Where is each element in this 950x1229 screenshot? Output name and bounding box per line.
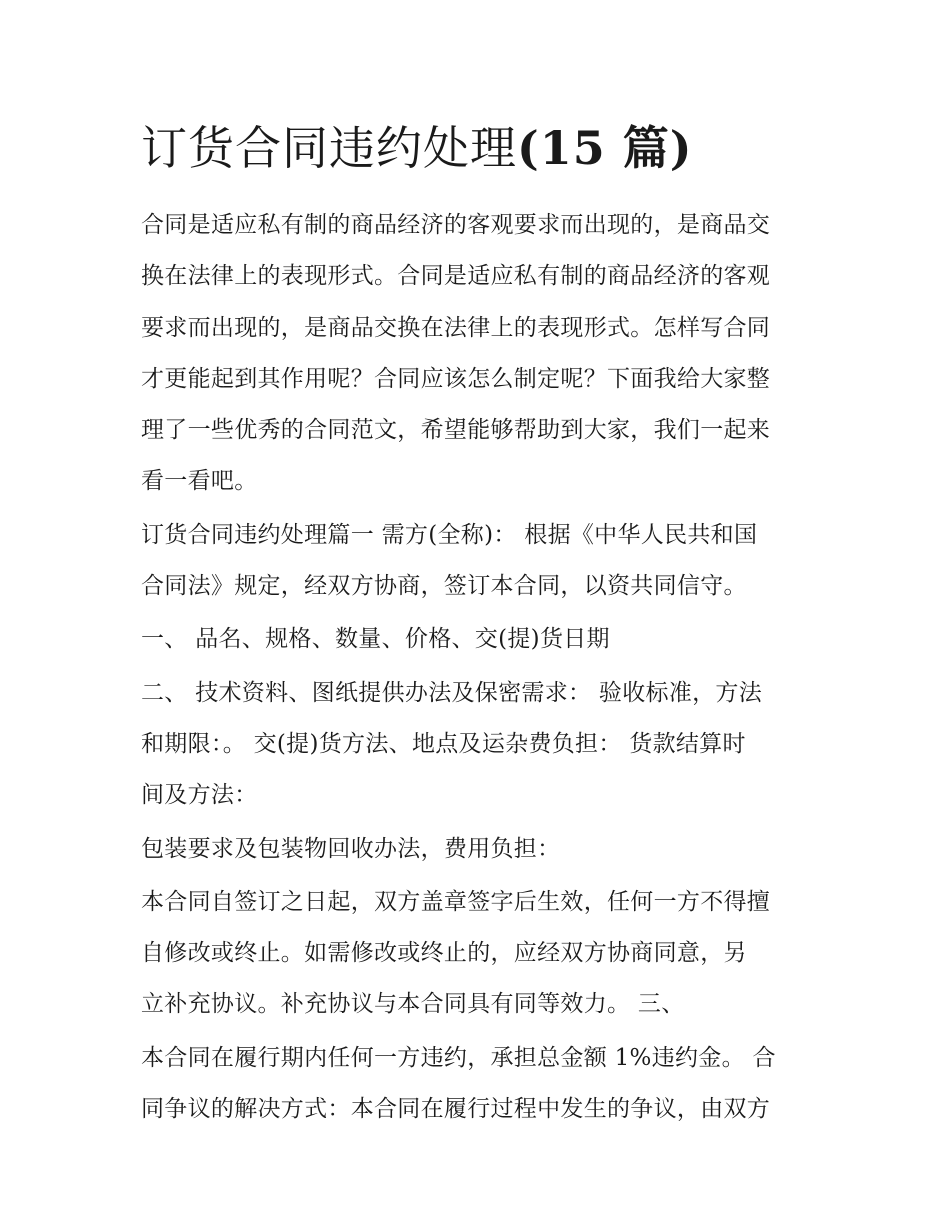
text-line: 立补充协议。补充协议与本合同具有同等效力。 三、: [141, 991, 685, 1018]
document-title: [141, 118, 821, 178]
text-line: 和期限：。 交(提)货方法、地点及运杂费负担： 货款结算时: [141, 730, 746, 757]
clause-one-paragraph: [141, 614, 821, 665]
title-suffix: (15 篇): [517, 121, 693, 175]
text-line: 二、 技术资料、图纸提供办法及保密需求： 验收标准，方法: [141, 679, 763, 706]
text-line: 间及方法：: [141, 782, 258, 809]
contract-parties-paragraph: [141, 510, 821, 613]
text-line: 包装要求及包装物回收办法，费用负担：: [141, 835, 561, 862]
text-line: 要求而出现的，是商品交换在法律上的表现形式。怎样写合同: [141, 314, 771, 341]
document-page: [141, 118, 821, 1137]
text-line: 看一看吧。: [141, 468, 258, 495]
breach-paragraph: [141, 1033, 821, 1136]
text-line: 同争议的解决方式：本合同在履行过程中发生的争议，由双方: [141, 1096, 771, 1123]
packaging-paragraph: [141, 824, 821, 875]
text-line: 合同法》规定，经双方协商，签订本合同，以资共同信守。: [141, 573, 747, 600]
text-line: 本合同在履行期内任何一方违约，承担总金额 1%违约金。 合: [141, 1044, 776, 1071]
text-line: 换在法律上的表现形式。合同是适应私有制的商品经济的客观: [141, 263, 771, 290]
text-line: 本合同自签订之日起，双方盖章签字后生效，任何一方不得擅: [141, 888, 771, 915]
clause-two-paragraph: [141, 668, 821, 822]
title-main: 订货合同违约处理: [141, 121, 517, 175]
text-line: 一、 品名、规格、数量、价格、交(提)货日期: [141, 626, 610, 653]
text-line: 才更能起到其作用呢？合同应该怎么制定呢？下面我给大家整: [141, 365, 771, 392]
effectiveness-paragraph: [141, 877, 821, 1031]
text-line: 自修改或终止。如需修改或终止的，应经双方协商同意，另: [141, 940, 747, 967]
text-line: 理了一些优秀的合同范文，希望能够帮助到大家，我们一起来: [141, 417, 771, 444]
text-line: 合同是适应私有制的商品经济的客观要求而出现的，是商品交: [141, 212, 771, 238]
text-line: 订货合同违约处理篇一 需方(全称)： 根据《中华人民共和国: [141, 521, 758, 548]
intro-paragraph: [141, 200, 821, 508]
